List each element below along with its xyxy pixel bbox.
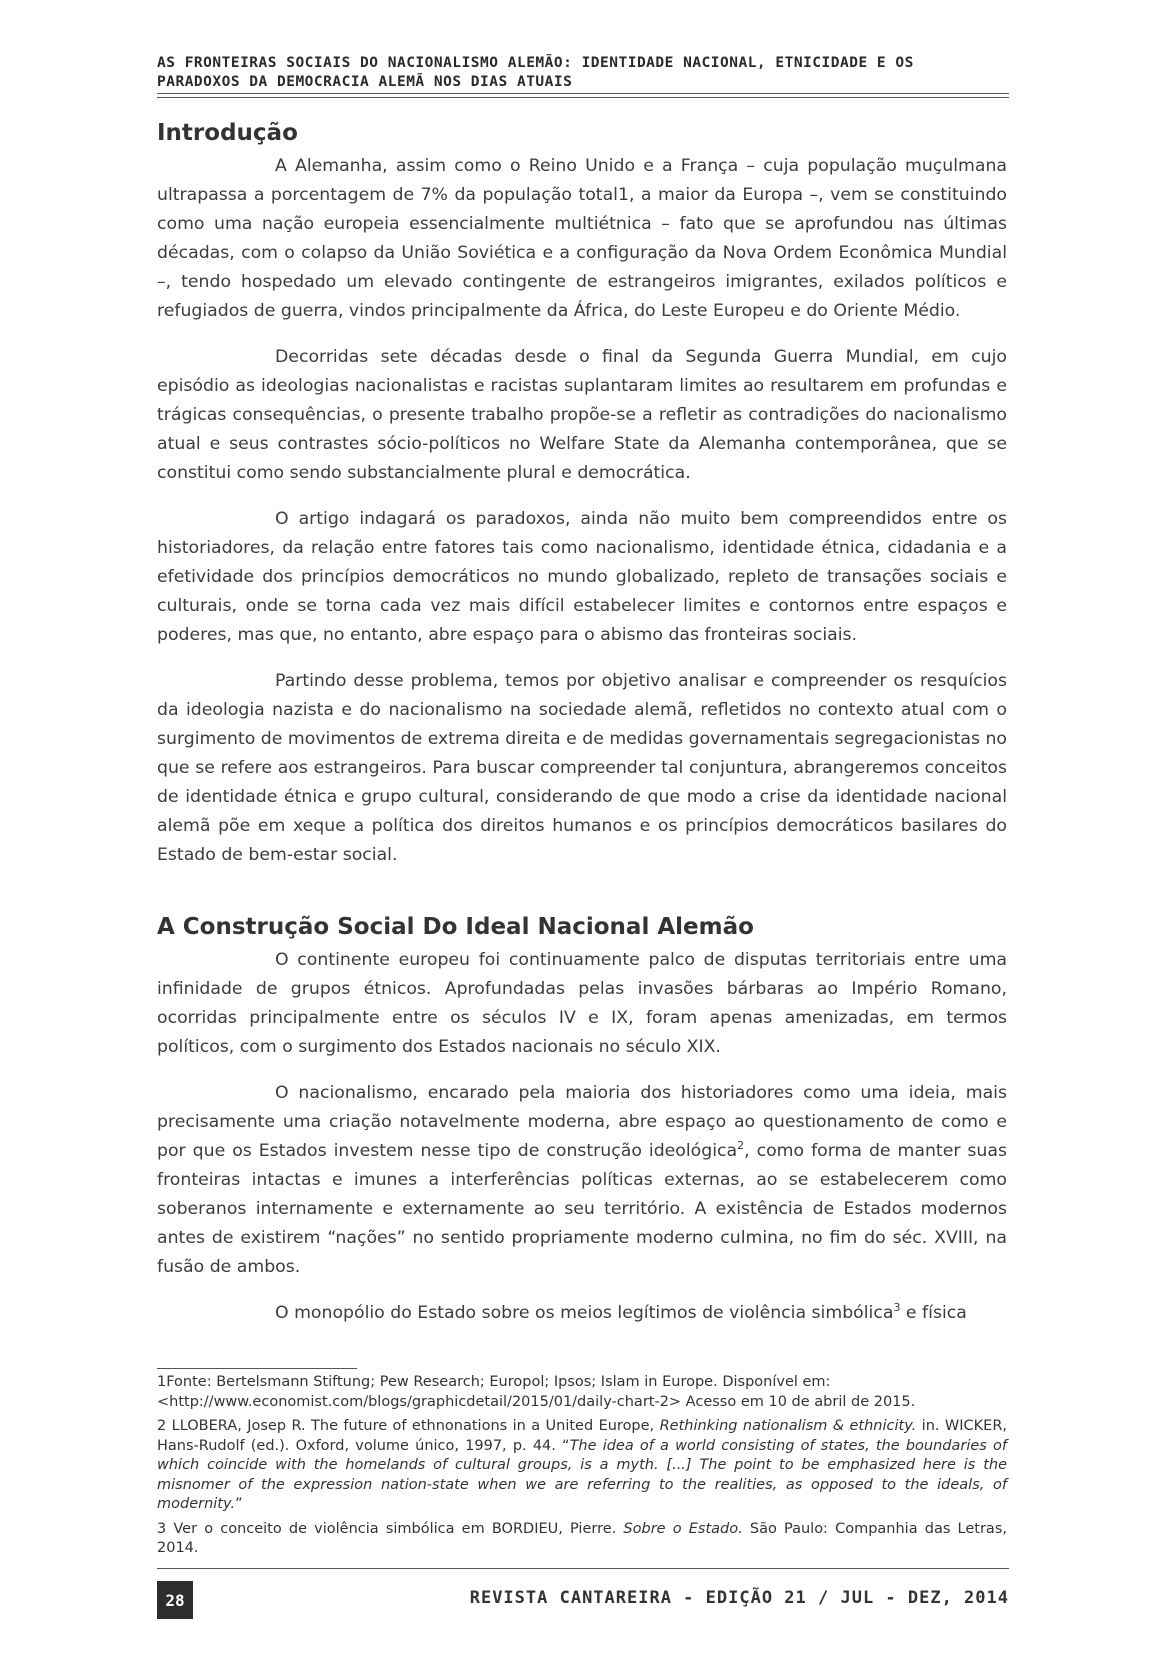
footnotes <box>157 1373 1007 1564</box>
footer-rule <box>157 1568 1009 1569</box>
footnote-2 <box>157 1417 1007 1515</box>
footnote-book-title: Sobre o Estado. <box>623 1520 743 1537</box>
running-head-line-1: AS FRONTEIRAS SOCIAIS DO NACIONALISMO ALEMÃO: IDENTIDADE NACIONAL, ETNICIDADE E OS <box>157 55 914 71</box>
header-rule-top <box>157 93 1009 94</box>
footnote-url[interactable]: <http://www.economist.com/blogs/graphicdetail/2015/01/daily-chart-2> Acesso em 10 de abril de 2015. <box>157 1393 916 1410</box>
footnote-book-title: Rethinking nationalism & ethnicity. <box>659 1418 917 1434</box>
footnote-3 <box>157 1520 1007 1559</box>
footnote-text: São Paulo: Companhia das Letras, 2014. <box>157 1520 1007 1556</box>
header-rule-bottom <box>157 97 1009 98</box>
footnote-text: 1Fonte: Bertelsmann Stiftung; Pew Research; Europol; Ipsos; Islam in Europe. Disponível em: <box>157 1374 831 1390</box>
footnote-1 <box>157 1373 1007 1412</box>
paragraph-text: O monopólio do Estado sobre os meios legítimos de violência simbólica <box>275 1303 894 1323</box>
paragraph: O continente europeu foi continuamente palco de disputas territoriais entre uma infinidade de grupos étnicos. Aprofundadas pelas invasões bárbaras ao Império Romano, ocorridas principalmente entre os séculos IV e IX, foram apenas amenizadas, em termos políticos, com o surgimento dos Estados nacionais no século XIX. <box>157 950 1007 1057</box>
footnote-ref-3[interactable]: 3 <box>893 1301 901 1315</box>
paragraph-text: O nacionalismo, encarado pela maioria dos historiadores como uma ideia, mais precisamente uma criação notavelmente moderna, abre espaço ao questionamento de como e por que os Estados investem nesse tipo de construção ideológica <box>157 1083 1007 1161</box>
footnote-text: 3 Ver o conceito de violência simbólica em BORDIEU, Pierre. <box>157 1520 624 1537</box>
footnote-text: in. WICKER, Hans-Rudolf (ed.). Oxford, volume único, 1997, p. 44. “ <box>157 1418 1008 1454</box>
footnote-quote: The idea of a world consisting of states, the boundaries of which coincide with the homelands of cultural groups, is a myth. [...] The point to be emphasized here is the misnomer of the expression nation-state when we are referring to the realities, as opposed to the ideals, of modernity. <box>157 1437 1007 1512</box>
paragraph: O artigo indagará os paradoxos, ainda não muito bem compreendidos entre os historiadores, da relação entre fatores tais como nacionalismo, identidade étnica, cidadania e a efetividade dos princípios democráticos no mundo globalizado, repleto de transações sociais e culturais, onde se torna cada vez mais difícil estabelecer limites e contornos entre espaços e poderes, mas que, no entanto, abre espaço para o abismo das fronteiras sociais. <box>157 509 1007 645</box>
paragraph: Decorridas sete décadas desde o final da Segunda Guerra Mundial, em cujo episódio as ideologias nacionalistas e racistas suplantaram limites ao resultarem em profundas e trágicas consequências, o presente trabalho propõe-se a refletir as contradições do nacionalismo atual e seus contrastes sócio-políticos no Welfare State da Alemanha contemporânea, que se constitui como sendo substancialmente plural e democrática. <box>157 347 1007 483</box>
paragraph <box>157 1079 1007 1282</box>
paragraph-text: , como forma de manter suas fronteiras intactas e imunes a interferências políticas externas, ao se estabelecerem como soberanos internamente e externamente ao seu território. A existência de Estados modernos antes de existirem “nações” no sentido propriamente moderno culmina, no fim do séc. XVIII, na fusão de ambos. <box>157 1141 1007 1277</box>
footnote-text: 2 LLOBERA, Josep R. The future of ethnonations in a United Europe, <box>157 1418 660 1434</box>
running-head-line-2: PARADOXOS DA DEMOCRACIA ALEMÃ NOS DIAS ATUAIS <box>157 74 573 90</box>
footnote-text: ” <box>235 1496 243 1512</box>
paragraph-text: e física <box>900 1303 967 1323</box>
journal-name: REVISTA CANTAREIRA - EDIÇÃO 21 / JUL - DEZ, 2014 <box>469 1588 1009 1608</box>
paragraph <box>157 1299 1007 1328</box>
section-title-introducao: Introdução <box>157 120 298 146</box>
page-number: 28 <box>157 1581 193 1619</box>
paragraph: A Alemanha, assim como o Reino Unido e a França – cuja população muçulmana ultrapassa a porcentagem de 7% da população total1, a maior da Europa –, vem se constituindo como uma nação europeia essencialmente multiétnica – fato que se aprofundou nas últimas décadas, com o colapso da União Soviética e a configuração da Nova Ordem Econômica Mundial –, tendo hospedado um elevado contingente de estrangeiros imigrantes, exilados políticos e refugiados de guerra, vindos principalmente da África, do Leste Europeu e do Oriente Médio. <box>157 156 1007 321</box>
paragraph: Partindo desse problema, temos por objetivo analisar e compreender os resquícios da ideologia nazista e do nacionalismo na sociedade alemã, refletidos no contexto atual com o surgimento de movimentos de extrema direita e de medidas governamentais segregacionistas no que se refere aos estrangeiros. Para buscar compreender tal conjuntura, abrangeremos conceitos de identidade étnica e grupo cultural, considerando de que modo a crise da identidade nacional alemã põe em xeque a política dos direitos humanos e os princípios democráticos basilares do Estado de bem-estar social. <box>157 671 1007 865</box>
article-body <box>157 118 1007 1345</box>
footnote-ref-2[interactable]: 2 <box>737 1139 745 1153</box>
running-head <box>157 54 1007 92</box>
footnote-rule <box>157 1368 357 1369</box>
section-title-construcao-social: A Construção Social Do Ideal Nacional Alemão <box>157 914 754 940</box>
